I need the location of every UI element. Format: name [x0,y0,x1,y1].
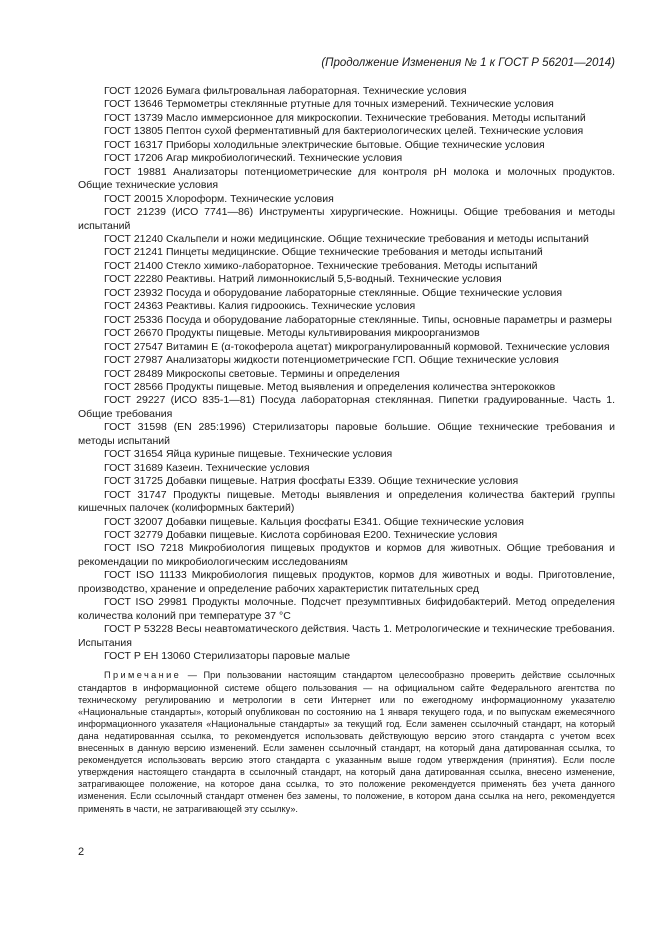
page-number: 2 [78,846,85,858]
reference-item: ГОСТ 31654 Яйца куриные пищевые. Технические условия [104,448,393,461]
reference-item: ГОСТ 12026 Бумага фильтровальная лабораторная. Технические условия [104,85,467,97]
reference-item: ГОСТ 25336 Посуда и оборудование лабораторные стеклянные. Типы, основные параметры и размеры [104,313,612,326]
reference-item: ГОСТ 27987 Анализаторы жидкости потенциометрические ГСП. Общие технические условия [104,354,559,367]
reference-item: ГОСТ 13646 Термометры стеклянные ртутные для точных измерений. Технические условия [104,98,554,111]
reference-item: ГОСТ 31689 Казеин. Технические условия [104,461,310,474]
page-header: (Продолжение Изменения № 1 к ГОСТ Р 56201—2014) [321,57,615,69]
reference-item: ГОСТ 13805 Пептон сухой ферментативный для бактериологических целей. Технические условия [104,125,584,138]
reference-item: ГОСТ 24363 Реактивы. Калия гидроокись. Технические условия [104,300,416,313]
reference-item: ГОСТ ISO 11133 Микробиология пищевых продуктов, кормов для животных и воды. Приготовление, производство, хранение и определение рабочих характеристик питательных сред [78,569,615,595]
reference-item: ГОСТ 28566 Продукты пищевые. Метод выявления и определения количества энтерококков [104,380,556,393]
reference-item: ГОСТ ISO 29981 Продукты молочные. Подсчет презумптивных бифидобактерий. Метод определения количества колоний при температуре 37 °С [78,596,615,622]
reference-item: ГОСТ 13739 Масло иммерсионное для микроскопии. Технические требования. Методы испытаний [104,111,586,124]
reference-item: ГОСТ 27547 Витамин Е (α-токоферола ацетат) микрогранулированный кормовой. Технические условия [104,340,610,353]
reference-item: ГОСТ 31747 Продукты пищевые. Методы выявления и определения количества бактерий группы кишечных палочек (колиформных бактерий) [78,488,615,515]
reference-item: ГОСТ 31725 Добавки пищевые. Натрия фосфаты Е339. Общие технические условия [104,475,519,488]
reference-item: ГОСТ 19881 Анализаторы потенциометрические для контроля pH молока и молочных продуктов. Общие технические условия [78,165,615,192]
reference-item: ГОСТ 21240 Скальпели и ножи медицинские. Общие технические требования и методы испытаний [104,232,589,245]
reference-item: ГОСТ 17206 Агар микробиологический. Технические условия [104,152,403,165]
reference-item: ГОСТ 26670 Продукты пищевые. Методы культивирования микроорганизмов [104,327,480,340]
reference-item: ГОСТ 28489 Микроскопы световые. Термины и определения [104,367,400,380]
document-page [78,56,615,815]
note-paragraph [78,669,615,814]
reference-item: ГОСТ Р ЕН 13060 Стерилизаторы паровые малые [104,650,351,663]
reference-item: ГОСТ 32779 Добавки пищевые. Кислота сорбиновая Е200. Технические условия [104,528,498,541]
reference-item: ГОСТ 31598 (EN 285:1996) Стерилизаторы паровые большие. Общие технические требования и методы испытаний [78,421,615,447]
reference-item: ГОСТ ISO 7218 Микробиология пищевых продуктов и кормов для животных. Общие требования и рекомендации по микробиологическим исследованиям [78,542,615,568]
reference-item: ГОСТ 20015 Хлороформ. Технические условия [104,192,334,205]
reference-item: ГОСТ 22280 Реактивы. Натрий лимоннокислый 5,5-водный. Технические условия [104,273,502,286]
reference-item: ГОСТ Р 53228 Весы неавтоматического действия. Часть 1. Метрологические и технические требования. Испытания [78,623,615,649]
note-text: — При пользовании настоящим стандартом целесообразно проверить действие ссылочных стандартов в информационной системе общего пользования — на официальном сайте Федерального агентства по техническому регулированию и метрологии в сети Интернет или по ежегодному информационному указателю «Национальные стандарты», который опубликован по состоянию на 1 января текущего года, и по выпускам ежемесячного информационного указателя «Национальные стандарты» за текущий год. Если заменен ссылочный стандарт, на который дана недатированная ссылка, то рекомендуется использовать действующую версию этого стандарта с учетом всех внесенных в данную версию изменений. Если заменен ссылочный стандарт, на который дана датированная ссылка, то рекомендуется использовать версию этого стандарта с указанным выше годом утверждения (принятия). Если после утверждения настоящего стандарта в ссылочный стандарт, на который дана датированная ссылка, внесено изменение, затрагивающее положение, на которое дана ссылка, то это положение рекомендуется применять без учета данного изменения. Если ссылочный стандарт отменен без замены, то положение, в котором дана ссылка на него, рекомендуется применять в части, не затрагивающей эту ссылку». [78,670,615,814]
note-label: Примечание [104,670,182,681]
reference-list [78,85,615,663]
reference-item: ГОСТ 32007 Добавки пищевые. Кальция фосфаты Е341. Общие технические условия [104,515,524,528]
reference-item: ГОСТ 21241 Пинцеты медицинские. Общие технические требования и методы испытаний [104,246,543,259]
reference-item: ГОСТ 23932 Посуда и оборудование лабораторные стеклянные. Общие технические условия [104,286,563,299]
reference-item: ГОСТ 29227 (ИСО 835-1—81) Посуда лабораторная стеклянная. Пипетки градуированные. Часть 1. Общие требования [78,394,615,420]
reference-item: ГОСТ 21239 (ИСО 7741—86) Инструменты хирургические. Ножницы. Общие требования и методы испытаний [78,206,615,232]
reference-item: ГОСТ 21400 Стекло химико-лабораторное. Технические требования. Методы испытаний [104,259,538,272]
reference-item: ГОСТ 16317 Приборы холодильные электрические бытовые. Общие технические условия [104,138,545,151]
